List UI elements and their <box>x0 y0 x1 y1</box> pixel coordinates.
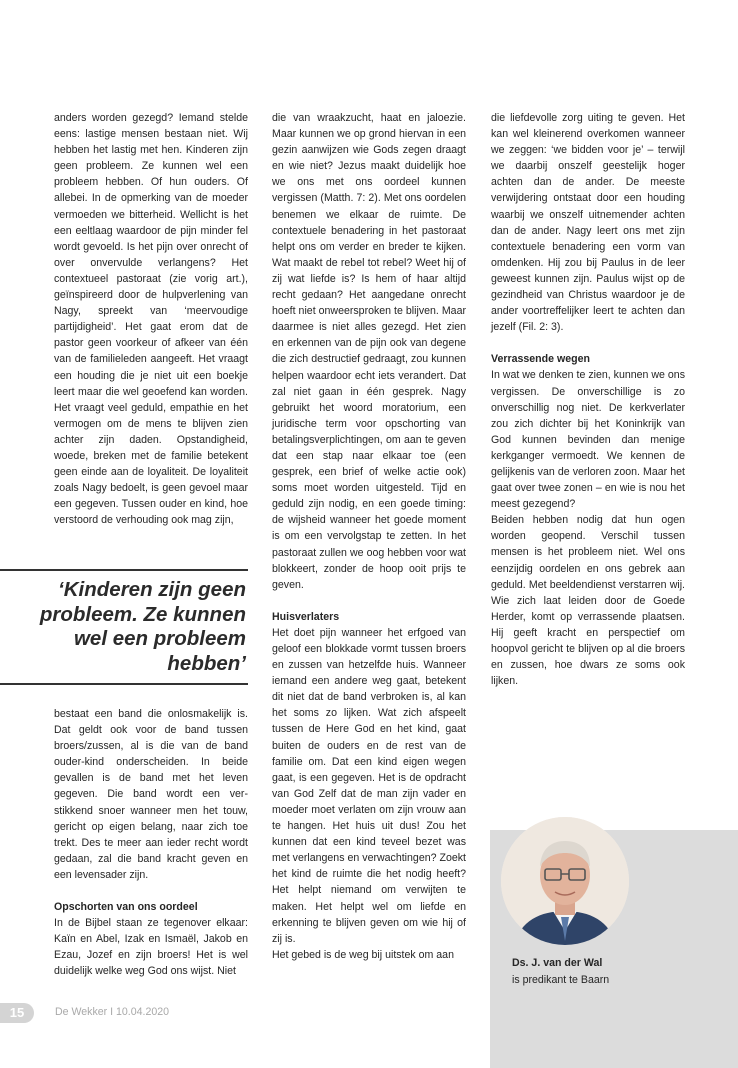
column-1-bottom <box>54 706 248 980</box>
column-2 <box>272 110 466 963</box>
body-paragraph: In de Bijbel staan ze tegenover elkaar: Kaïn en Abel, Izak en Ismaël, Jakob en Ezau, Jozef en zijn broers! Het is wel duidelijk welke weg God ons wijst. Niet <box>54 917 248 978</box>
body-paragraph: anders worden gezegd? Iemand stelde eens: lastige mensen bestaan niet. Wij hebben het lastig met hen. Kinderen zijn geen probleem. Ze kunnen wel een probleem hebben. Of hun ouders. Of allebei. In de opmerking van de moeder vermoeden we bitterheid. Wellicht is het een eeltlaag waardoor de pijn minder fel wordt gevoeld. Is het pijn over onrecht of over onvervulde verlangens? Het contextueel pastoraat (zie vorig art.), geïnspireerd door de hulpverlening van Nagy, spreekt van ‘meervoudige partijdigheid’. Het gaat erom dat de pastor geen voorkeur of afkeer van één van de familieleden aangeeft. Het vraagt een houding die je niet uit een boekje leert maar die wel geoefend kan worden. Het vraagt veel geduld, empathie en het vermogen om de mens te blijven zien achter zijn daden. Opstandigheid, woede, breken met de familie betekent geen einde aan de loyaliteit. De loyaliteit zoals Nagy bedoelt, is geen gevoel maar een gegeven. Tussen ouder en kind, hoe verstoord de verhouding ook mag zijn, <box>54 112 248 527</box>
column-3 <box>491 110 685 689</box>
author-portrait <box>501 817 629 945</box>
pull-quote: ‘Kinderen zijn geen probleem. Ze kunnen wel een probleem hebben’ <box>39 578 246 675</box>
pull-quote-rule-bottom <box>0 683 248 685</box>
author-portrait-icon <box>501 817 629 945</box>
body-paragraph: die van wraakzucht, haat en jaloezie. Maar kunnen we op grond hiervan in een gezin aanwijzen wie Gods zegen draagt en wie niet? Jezus maakt duidelijk hoe we ons met ons oordeel kunnen vergissen (Matth. 7: 2). Met ons oordelen benemen we elkaar de ruimte. De contextuele benadering in het pastoraat helpt ons om verder en breder te kijken. Wat maakt de rebel tot rebel? Weet hij of zij wat liefde is? Is hem of haar altijd recht gedaan? Het aangedane onrecht hoeft niet onweersproken te blijven. Maar daarmee is niet alles gezegd. Het zien en erkennen van de pijn ook van degene die zich destructief gedraagt, zou kunnen helpen waardoor echt iets verandert. Dat zal niet gaan in één gesprek. Nagy gebruikt het woord moratorium, een juridische term voor opschorting van betalingsverplichtingen, om aan te geven dat een stap naar elkaar toe (een gesprek, een brief of welke actie ook) soms moet worden uitgesteld. Tijd en geduld zijn nodig, en een goede timing: de wijsheid wanneer het goede moment is om een vervolgstap te zetten. In het pastoraat zullen we oog hebben voor wat blokkeert, zonder de hoop ooit prijs te geven. <box>272 112 466 591</box>
section-heading: Huisverlaters <box>272 610 340 623</box>
pull-quote-rule-top <box>0 569 248 571</box>
body-paragraph: In wat we denken te zien, kunnen we ons vergissen. De onverschillige is zo onverschillig nog niet. De kerkverlater zou zich dichter bij het Koninkrijk van God kunnen bevinden dan menige kerkganger vermoedt. We kennen de gelijkenis van de verloren zoon. Maar het gaat over twee zonen – en wie is nou het meest gezegend? <box>491 369 685 511</box>
column-1-top <box>54 110 248 528</box>
body-paragraph: Beiden hebben nodig dat hun ogen worden geopend. Verschil tussen mensen is het probleem niet. Wel ons eenzijdig oordelen en ons gebrek aan geduld. Met beeldendienst verstarren wij. Wie zich laat leiden door de Goede Herder, komt op verrassende plaatsen. Hij geeft kracht en perspectief om hoopvol gericht te blijven op al die broers en zussen, hoe dwars ze soms ook lijken. <box>491 514 685 688</box>
author-name: Ds. J. van der Wal <box>512 957 603 969</box>
author-role: is predikant te Baarn <box>512 974 610 986</box>
body-paragraph: Het gebed is de weg bij uitstek om aan <box>272 948 454 961</box>
footer-publication: De Wekker I 10.04.2020 <box>55 1006 170 1018</box>
body-paragraph: Het doet pijn wanneer het erfgoed van geloof een blokkade vormt tussen broers en zussen van hetzelfde huis. Wanneer iemand een andere weg gaat, betekent dit niet dat de band verbroken is, al kan het soms zo lijken. Wat zich afspeelt tussen de Here God en het kind, gaat buiten de ouders en de rest van de familie om. Dat een kind eigen wegen gaat, is een gegeven. Het is de opdracht van God Zelf dat de man zijn vader en moeder moet verlaten om zijn vrouw aan te hangen. Het huis uit dus! Zou het kunnen dat een kind teveel bezet was met verlangens en verwachtingen? Zoekt het kind de ruimte die het nodig heeft? Het helpt niemand om verwijten te maken. Het helpt wel om liefde en erkenning te blijven geven om wie hij of zij is. <box>272 626 466 945</box>
section-heading: Verrassende wegen <box>491 353 590 366</box>
body-paragraph: bestaat een band die onlosmakelijk is. Dat geldt ook voor de band tussen broers/zussen, al is die van de band ouder-kind onderscheiden. In beide gevallen is de band met het leven gegeven. Die band wordt een verstikkend snoer wanneer men het touw, gericht op eigen belang, naar zich toe trekt. Des te meer aan ieder recht wordt gedaan, zal die band kracht geven en een levensader zijn. <box>54 708 248 881</box>
section-heading: Opschorten van ons oordeel <box>54 901 198 914</box>
page-number: 15 <box>0 1003 34 1023</box>
body-paragraph: die liefdevolle zorg uiting te geven. Het kan wel kleinerend overkomen wanneer we zeggen: ‘we bidden voor je’ – terwijl we daarbij onszelf geestelijk hoger achten dan de ander. De meeste verwijdering ontstaat door een houding waarbij we onszelf uitnemender achten dan de ander. Nagy leert ons met zijn contextuele benadering een vorm van omdenken. Hij zou bij Paulus in de leer geweest kunnen zijn. Paulus wijst op de gezindheid van Christus waardoor je de ander voortreffelijker leert te achten dan jezelf (Fil. 2: 3). <box>491 112 685 334</box>
